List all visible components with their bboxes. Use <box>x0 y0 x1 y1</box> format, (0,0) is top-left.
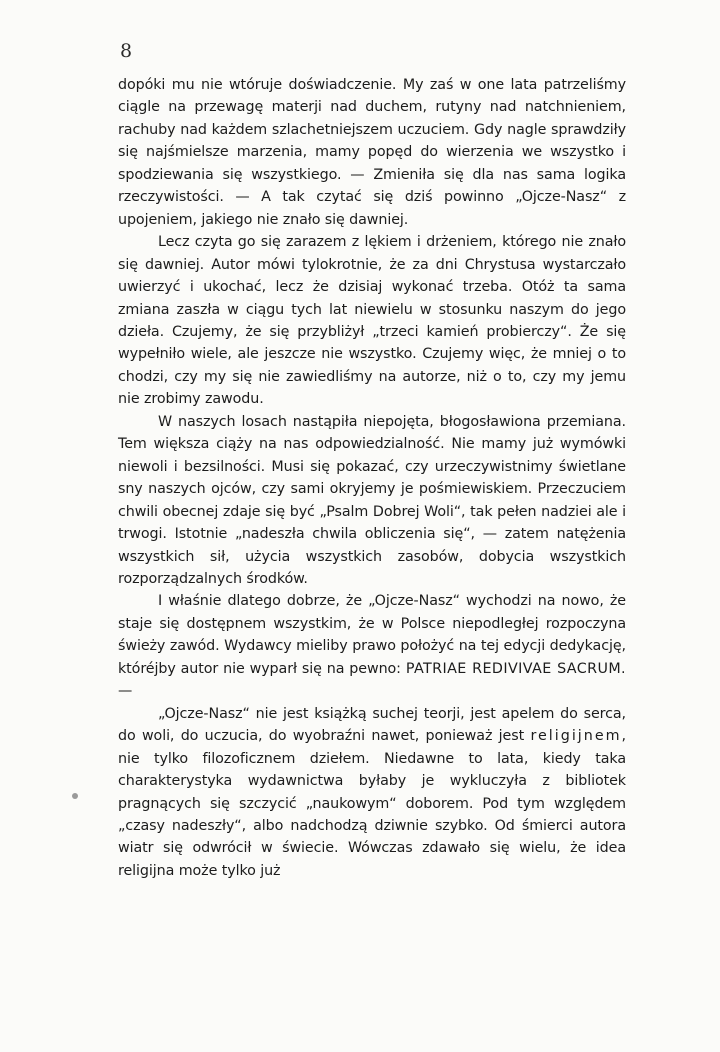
paragraph-2: Lecz czyta go się zarazem z lękiem i drżeniem, którego nie znało się dawniej. Autor mówi tylokrotnie, że za dni Chrystusa wystarczało uwierzyć i ukochać, lecz że dzisiaj wykonać trzeba. Otóż ta sama zmiana zaszła w ciągu tych lat niewielu w stosunku naszym do jego dzieła. Czujemy, że się przybliżył „trzeci kamień probierczy“. Że się wypełniło wiele, ale jeszcze nie wszystko. Czujemy więc, że mniej o to chodzi, czy my się nie zawiedliśmy na autorze, niż o to, czy my jemu nie zrobimy zawodu. <box>118 234 626 408</box>
paragraph-3: W naszych losach nastąpiła niepojęta, błogosławiona przemiana. Tem większa ciąży na nas odpowiedzialność. Nie mamy już wymówki niewoli i bezsilności. Musi się pokazać, czy urzeczywistnimy świetlane sny naszych ojców, czy sami okryjemy je pośmiewiskiem. Przeczuciem chwili obecnej zdaje się być „Psalm Dobrej Woli“, tak pełen nadziei ale i trwogi. Istotnie „nadeszła chwila obliczenia się“, — zatem natężenia wszystkich sił, użycia wszystkich zasobów, dobycia wszystkich rozporządzalnych środków. <box>118 413 626 587</box>
paragraph-5-text-start: „Ojcze-Nasz“ nie jest książką suchej teorji, jest apelem do serca, do woli, do uczucia, do wyobraźni nawet, ponieważ jest <box>118 705 626 745</box>
page-number: 8 <box>120 40 133 62</box>
body-text <box>118 74 626 882</box>
paragraph-5-text-end: , nie tylko filozoficznem dziełem. Niedawne to lata, kiedy taka charakterystyka wydawnictwa byłaby je wykluczyła z bibliotek pragnących się szczycić „naukowym“ doborem. Pod tym względem „czasy nadeszły“, albo nadchodzą dziwnie szybko. Od śmierci autora wiatr się odwrócił w świecie. Wówczas zdawało się wielu, że idea religijna może tylko już <box>118 728 626 879</box>
paragraph-1: dopóki mu nie wtóruje doświadczenie. My zaś w one lata patrzeliśmy ciągle na przewagę materji nad duchem, rutyny nad natchnieniem, rachuby nad każdem szlachetniejszem uczuciem. Gdy nagle sprawdziły się najśmielsze marzenia, mamy popęd do wierzenia we wszystko i spodziewania się wszystkiego. — Zmieniła się dla nas sama logika rzeczywistości. — A tak czytać się dziś powinno „Ojcze-Nasz“ z upojeniem, jakiego nie znało się dawniej. <box>118 77 626 228</box>
paragraph-4-text: I właśnie dlatego dobrze, że „Ojcze-Nasz“ wychodzi na nowo, że staje się dostępnem wszystkim, że w Polsce niepodległej rozpoczyna świeży zawód. Wydawcy mieliby prawo położyć na tej edycji dedykację, któréjby autor nie wyparł się na pewno: <box>118 593 626 677</box>
dedication-phrase: PATRIAE REDIVIVAE SACRUM. <box>405 660 626 677</box>
emphasized-word: religijnem <box>530 728 622 745</box>
ink-speck <box>72 793 78 799</box>
paragraph-4-ending: — <box>118 683 133 700</box>
paragraph-5 <box>118 703 626 883</box>
paragraph-4 <box>118 590 626 702</box>
